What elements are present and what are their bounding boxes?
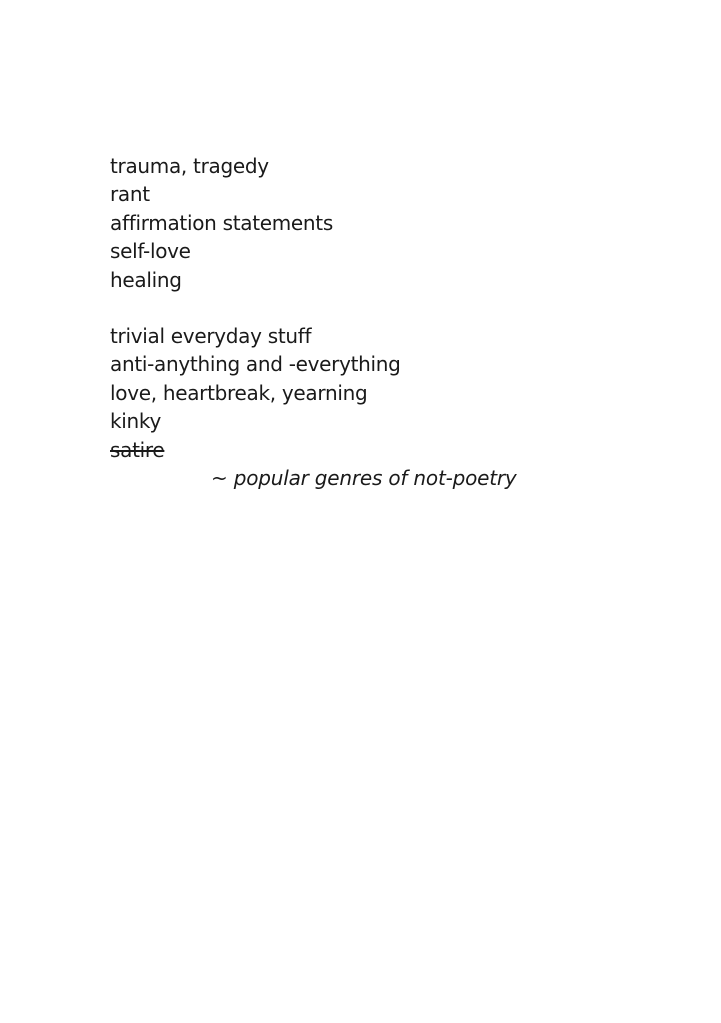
stanza-one <box>110 152 650 294</box>
poem-line: affirmation statements <box>110 210 333 235</box>
poem-line: self-love <box>110 239 191 264</box>
poem-line: trauma, tragedy <box>110 154 269 178</box>
attribution: ~ popular genres of not-poetry <box>211 465 517 490</box>
poem-line: trivial everyday stuff <box>110 323 312 348</box>
poem-line: healing <box>110 267 182 292</box>
poem-line: rant <box>110 182 150 207</box>
poem-line: anti-anything and -everything <box>110 352 401 377</box>
struck-through-line: satire <box>110 437 165 462</box>
poem-line: love, heartbreak, yearning <box>110 380 368 405</box>
poem-line: kinky <box>110 409 162 434</box>
stanza-two <box>110 322 650 492</box>
poem <box>110 152 650 492</box>
